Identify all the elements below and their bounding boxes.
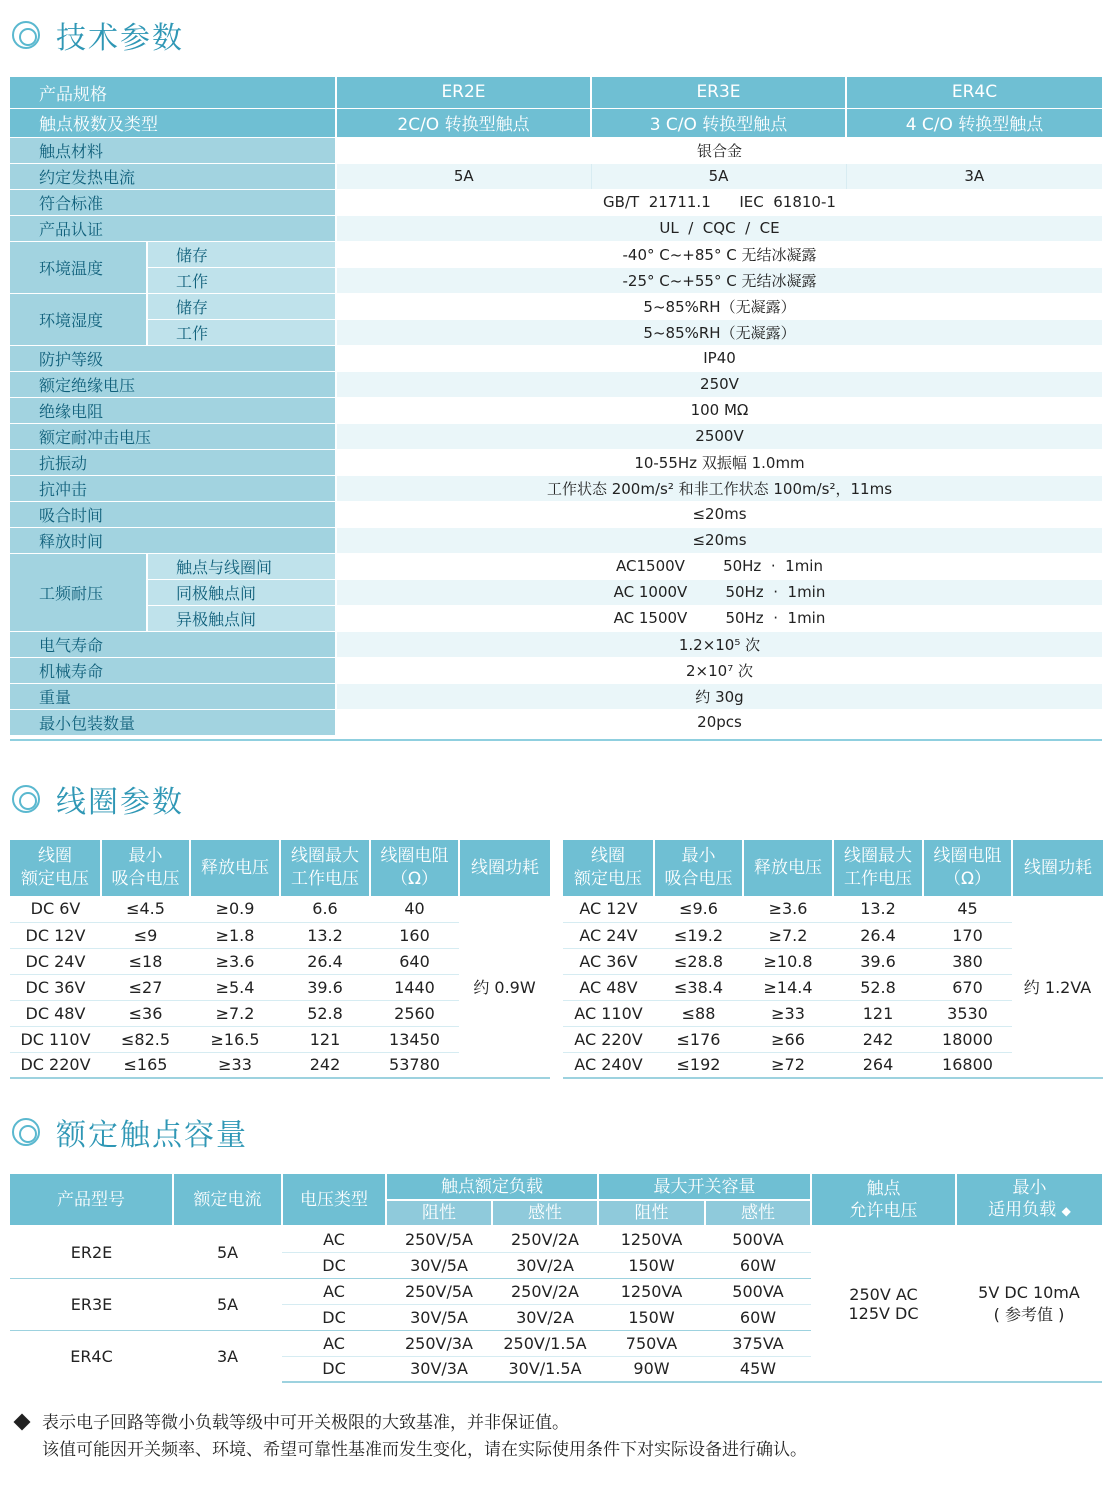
table-cell: ≥10.8	[743, 948, 833, 974]
table-row	[10, 137, 1102, 163]
table-header-row	[563, 840, 1103, 896]
cell-sublabel: 工作	[147, 267, 336, 293]
table-cell: 150W	[598, 1252, 705, 1278]
table-cell: AC 48V	[563, 974, 654, 1000]
table-cell: 30V/2A	[492, 1304, 598, 1330]
table-cell: 30V/5A	[386, 1304, 492, 1330]
table-cell: 242	[833, 1026, 923, 1052]
cell-value: 5~85%RH（无凝露）	[336, 293, 1102, 319]
table-cell: 250V/5A	[386, 1226, 492, 1252]
section-title-text: 额定触点容量	[56, 1118, 248, 1153]
table-row	[10, 77, 1102, 108]
contact-type: 3 C/O 转换型触点	[591, 108, 846, 137]
table-cell: AC	[282, 1278, 386, 1304]
cell-value: -25° C~+55° C 无结冰凝露	[336, 267, 1102, 293]
cell-value: 5~85%RH（无凝露）	[336, 319, 1102, 345]
table-row	[10, 241, 1102, 267]
table-cell: 250V/5A	[386, 1278, 492, 1304]
current-cell: 3A	[216, 1346, 239, 1366]
table-cell: 380	[923, 948, 1012, 974]
col-header: 感性	[492, 1200, 598, 1226]
table-cell: 40	[370, 896, 459, 922]
tech-params-table	[10, 77, 1102, 736]
table-cell: 670	[923, 974, 1012, 1000]
section-title-coil	[12, 777, 184, 821]
model-cell: ER4C	[70, 1346, 113, 1366]
cell-label: 额定绝缘电压	[10, 371, 336, 397]
model-cell: ER2E	[10, 1226, 173, 1278]
table-cell: ≤176	[654, 1026, 743, 1052]
table-row	[10, 449, 1102, 475]
table-cell: 250V/2A	[492, 1278, 598, 1304]
table-cell: ≥33	[743, 1000, 833, 1026]
table-cell: DC 110V	[10, 1026, 101, 1052]
col-header: 最小 适用负载 ◆	[956, 1174, 1102, 1226]
table-cell: DC 220V	[10, 1052, 101, 1078]
table-cell: 45W	[705, 1356, 811, 1382]
cell-label: 触点极数及类型	[10, 108, 336, 137]
cell-label: 工频耐压	[10, 553, 147, 631]
table-cell: 170	[923, 922, 1012, 948]
table-cell: 60W	[705, 1252, 811, 1278]
table-cell: 39.6	[833, 948, 923, 974]
table-row	[10, 319, 1102, 345]
col-header: 额定电流	[173, 1174, 282, 1226]
diamond-icon: ◆	[1061, 1204, 1071, 1218]
cell-value: 约 30g	[336, 683, 1102, 709]
table-cell: ≥33	[190, 1052, 280, 1078]
col-header: 最大开关容量	[598, 1174, 811, 1200]
table-row	[10, 163, 1102, 189]
col-header: 触点 允许电压	[811, 1174, 956, 1226]
section-title-text: 线圈参数	[56, 785, 184, 820]
cell-label: 防护等级	[10, 345, 336, 371]
table-row	[10, 896, 550, 922]
model-header: ER3E	[591, 77, 846, 108]
table-cell: 1250VA	[598, 1278, 705, 1304]
cell-label: 约定发热电流	[10, 163, 336, 189]
cell-value: 1.2×10⁵ 次	[336, 631, 1102, 657]
current-cell: 5A	[173, 1226, 282, 1278]
model-cell: ER3E	[10, 1278, 173, 1330]
model-header: ER2E	[336, 77, 591, 108]
cell-value: 100 MΩ	[336, 397, 1102, 423]
table-cell: ≤192	[654, 1052, 743, 1078]
table-cell: 53780	[370, 1052, 459, 1078]
table-cell: ≥0.9	[190, 896, 280, 922]
table-cell: ≥3.6	[743, 896, 833, 922]
col-header: 阻性	[598, 1200, 705, 1226]
min-load-cell: 5V DC 10mA ( 参考值 )	[956, 1226, 1102, 1382]
table-cell: 90W	[598, 1356, 705, 1382]
cell-value: ≤20ms	[336, 527, 1102, 553]
table-cell: ≥5.4	[190, 974, 280, 1000]
table-cell: AC 36V	[563, 948, 654, 974]
cell-value: 2×10⁷ 次	[336, 657, 1102, 683]
table-row	[10, 657, 1102, 683]
coil-dc-table	[10, 840, 550, 1079]
col-header: 产品型号	[10, 1174, 173, 1226]
table-cell: 30V/3A	[386, 1356, 492, 1382]
table-cell: ≤36	[101, 1000, 190, 1026]
cell-label: 重量	[10, 683, 336, 709]
table-cell: 640	[370, 948, 459, 974]
table-cell: 13450	[370, 1026, 459, 1052]
table-row	[10, 683, 1102, 709]
col-header: 线圈最大 工作电压	[833, 840, 923, 896]
table-cell: ≥66	[743, 1026, 833, 1052]
table-cell: 18000	[923, 1026, 1012, 1052]
cell-sublabel: 同极触点间	[147, 579, 336, 605]
table-cell: AC	[282, 1226, 386, 1252]
table-cell: 150W	[598, 1304, 705, 1330]
cell-label: 吸合时间	[10, 501, 336, 527]
table-cell: 30V/1.5A	[492, 1356, 598, 1382]
table-cell: ≤4.5	[101, 896, 190, 922]
table-row	[10, 215, 1102, 241]
cell-value: AC1500V 50Hz · 1min	[336, 553, 1102, 579]
col-header: 感性	[705, 1200, 811, 1226]
table-row	[10, 1226, 1102, 1252]
table-row	[10, 345, 1102, 371]
table-cell: 6.6	[280, 896, 370, 922]
coil-power-cell: 约 0.9W	[459, 896, 550, 1078]
target-circle-icon	[12, 21, 40, 49]
cell-value: 20pcs	[336, 709, 1102, 735]
table-cell: AC	[282, 1330, 386, 1356]
table-row	[10, 501, 1102, 527]
table-cell: AC 240V	[563, 1052, 654, 1078]
cell-value: 5A	[336, 163, 591, 189]
table-row	[10, 189, 1102, 215]
table-cell: 26.4	[833, 922, 923, 948]
cell-value: 工作状态 200m/s² 和非工作状态 100m/s²，11ms	[336, 475, 1102, 501]
table-cell: 250V/3A	[386, 1330, 492, 1356]
table-row	[563, 896, 1103, 922]
current-cell: 5A	[173, 1278, 282, 1330]
table-cell: ≤9	[101, 922, 190, 948]
footnote-1: 表示电子回路等微小负载等级中可开关极限的大致基准，并非保证值。	[12, 1408, 569, 1433]
cell-value: UL / CQC / CE	[336, 215, 1102, 241]
cell-label: 机械寿命	[10, 657, 336, 683]
table-cell: DC	[282, 1304, 386, 1330]
table-cell: ≥7.2	[743, 922, 833, 948]
col-header: 线圈电阻 （Ω）	[370, 840, 459, 896]
table-cell: 500VA	[705, 1226, 811, 1252]
cell-label: 抗振动	[10, 449, 336, 475]
table-cell: DC 36V	[10, 974, 101, 1000]
table-row	[10, 371, 1102, 397]
coil-power-cell: 约 1.2VA	[1012, 896, 1103, 1078]
table-cell: ≤28.8	[654, 948, 743, 974]
col-header: 触点额定负载	[386, 1174, 598, 1200]
table-cell: 2560	[370, 1000, 459, 1026]
cell-label: 产品认证	[10, 215, 336, 241]
table-cell: 26.4	[280, 948, 370, 974]
cell-label: 环境湿度	[10, 293, 147, 345]
col-header: 电压类型	[282, 1174, 386, 1226]
table-cell: ≥1.8	[190, 922, 280, 948]
table-row	[10, 267, 1102, 293]
table-cell: 242	[280, 1052, 370, 1078]
table-row	[10, 423, 1102, 449]
table-row	[10, 475, 1102, 501]
table-cell: DC 6V	[10, 896, 101, 922]
cell-sublabel: 异极触点间	[147, 605, 336, 631]
cell-value: GB/T 21711.1 IEC 61810-1	[336, 189, 1102, 215]
contact-rating-table	[10, 1174, 1102, 1383]
col-header: 线圈最大 工作电压	[280, 840, 370, 896]
table-cell: AC 220V	[563, 1026, 654, 1052]
table-cell: 30V/5A	[386, 1252, 492, 1278]
col-header: 最小 吸合电压	[101, 840, 190, 896]
table-header-row	[10, 1174, 1102, 1200]
table-row	[10, 293, 1102, 319]
table-cell: ≤27	[101, 974, 190, 1000]
diamond-icon	[14, 1414, 31, 1431]
cell-sublabel: 触点与线圈间	[147, 553, 336, 579]
table-cell: 30V/2A	[492, 1252, 598, 1278]
table-row	[10, 605, 1102, 631]
section-title-tech	[12, 13, 184, 57]
table-cell: DC 12V	[10, 922, 101, 948]
table-cell: 1440	[370, 974, 459, 1000]
table-cell: AC 110V	[563, 1000, 654, 1026]
table-cell: 264	[833, 1052, 923, 1078]
col-header: 阻性	[386, 1200, 492, 1226]
table-header-row	[10, 840, 550, 896]
table-cell: ≤82.5	[101, 1026, 190, 1052]
footnote-2: 该值可能因开关频率、环境、希望可靠性基准而发生变化，请在实际使用条件下对实际设备进行确认。	[42, 1440, 807, 1460]
table-row	[10, 709, 1102, 735]
table-cell: AC 24V	[563, 922, 654, 948]
cell-value: AC 1500V 50Hz · 1min	[336, 605, 1102, 631]
divider	[10, 739, 1102, 741]
table-cell: 250V/2A	[492, 1226, 598, 1252]
table-cell: DC 48V	[10, 1000, 101, 1026]
table-cell: ≥14.4	[743, 974, 833, 1000]
table-row	[10, 397, 1102, 423]
col-header: 线圈功耗	[459, 840, 550, 896]
cell-value: 250V	[336, 371, 1102, 397]
table-cell: ≤38.4	[654, 974, 743, 1000]
cell-value: IP40	[336, 345, 1102, 371]
table-cell: ≤19.2	[654, 922, 743, 948]
table-cell: 52.8	[833, 974, 923, 1000]
cell-label: 环境温度	[10, 241, 147, 293]
section-title-text: 技术参数	[56, 21, 184, 56]
col-header: 最小 吸合电压	[654, 840, 743, 896]
cell-label: 电气寿命	[10, 631, 336, 657]
table-cell: ≤9.6	[654, 896, 743, 922]
table-cell: ≥7.2	[190, 1000, 280, 1026]
coil-ac-table	[563, 840, 1103, 1079]
cell-value: 5A	[591, 163, 846, 189]
table-cell: 250V/1.5A	[492, 1330, 598, 1356]
col-header: 线圈 额定电压	[10, 840, 101, 896]
cell-label: 抗冲击	[10, 475, 336, 501]
allowed-voltage-cell: 250V AC 125V DC	[811, 1226, 956, 1382]
table-cell: 375VA	[705, 1330, 811, 1356]
table-cell: DC 24V	[10, 948, 101, 974]
table-cell: ≤88	[654, 1000, 743, 1026]
table-cell: 1250VA	[598, 1226, 705, 1252]
table-cell: 52.8	[280, 1000, 370, 1026]
table-cell: 121	[280, 1026, 370, 1052]
target-circle-icon	[12, 1118, 40, 1146]
cell-label: 释放时间	[10, 527, 336, 553]
table-cell: 16800	[923, 1052, 1012, 1078]
table-cell: DC	[282, 1252, 386, 1278]
table-cell: 500VA	[705, 1278, 811, 1304]
cell-label: 绝缘电阻	[10, 397, 336, 423]
table-cell: 45	[923, 896, 1012, 922]
table-cell: ≥72	[743, 1052, 833, 1078]
table-cell: 13.2	[280, 922, 370, 948]
table-cell: AC 12V	[563, 896, 654, 922]
table-cell: 121	[833, 1000, 923, 1026]
cell-label: 最小包装数量	[10, 709, 336, 735]
table-row	[10, 527, 1102, 553]
table-cell: 39.6	[280, 974, 370, 1000]
col-header: 释放电压	[743, 840, 833, 896]
table-cell: DC	[282, 1356, 386, 1382]
cell-value: -40° C~+85° C 无结冰凝露	[336, 241, 1102, 267]
col-header: 释放电压	[190, 840, 280, 896]
cell-value: 银合金	[336, 137, 1102, 163]
cell-label: 额定耐冲击电压	[10, 423, 336, 449]
cell-sublabel: 储存	[147, 293, 336, 319]
col-header: 线圈功耗	[1012, 840, 1103, 896]
table-row	[10, 553, 1102, 579]
col-header: 线圈 额定电压	[563, 840, 654, 896]
table-cell: 160	[370, 922, 459, 948]
table-cell: 13.2	[833, 896, 923, 922]
cell-label: 触点材料	[10, 137, 336, 163]
cell-value: AC 1000V 50Hz · 1min	[336, 579, 1102, 605]
table-row	[10, 108, 1102, 137]
cell-sublabel: 储存	[147, 241, 336, 267]
cell-value: 2500V	[336, 423, 1102, 449]
cell-value: ≤20ms	[336, 501, 1102, 527]
model-header: ER4C	[846, 77, 1102, 108]
cell-value: 3A	[846, 163, 1102, 189]
table-cell: 750VA	[598, 1330, 705, 1356]
col-header: 线圈电阻 （Ω）	[923, 840, 1012, 896]
table-cell: 3530	[923, 1000, 1012, 1026]
contact-type: 2C/O 转换型触点	[336, 108, 591, 137]
table-row	[10, 631, 1102, 657]
cell-value: 10-55Hz 双振幅 1.0mm	[336, 449, 1102, 475]
section-title-rating	[12, 1110, 248, 1154]
table-cell: ≥3.6	[190, 948, 280, 974]
target-circle-icon	[12, 785, 40, 813]
table-cell: ≥16.5	[190, 1026, 280, 1052]
cell-label: 符合标准	[10, 189, 336, 215]
contact-type: 4 C/O 转换型触点	[846, 108, 1102, 137]
table-row	[10, 579, 1102, 605]
table-cell: 60W	[705, 1304, 811, 1330]
table-cell: ≤165	[101, 1052, 190, 1078]
cell-sublabel: 工作	[147, 319, 336, 345]
cell-label: 产品规格	[10, 77, 336, 108]
table-cell: ≤18	[101, 948, 190, 974]
